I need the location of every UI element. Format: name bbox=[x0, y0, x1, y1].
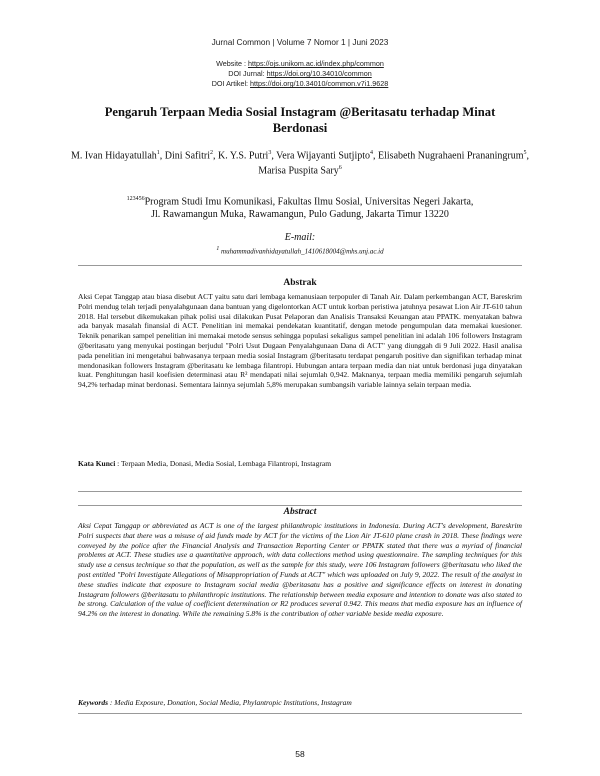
divider bbox=[78, 265, 522, 266]
website-link[interactable]: https://ojs.unikom.ac.id/index.php/common bbox=[247, 59, 384, 68]
author-name: Vera Wijayanti Sutjipto bbox=[276, 150, 371, 162]
kata-kunci bbox=[78, 459, 522, 468]
doi-journal-line bbox=[0, 69, 600, 78]
abstrak-body: Aksi Cepat Tanggap atau biasa disebut ACT yaitu satu dari lembaga kemanusiaan terpopuler di Tanah Air. Dalam perkembangan ACT, Bareskrim Polri mendug telah terjadi penyalahgunaan dana bantuan yang digelontorkan ACT untuk korban peristiwa jatuhnya pesawat Lion Air JT-610 tahun 2018. Hal tersebut dikemukakan pihak polisi usai dilakukan Pusat Pelaporan dan Analisis Transaksi Keuangan atau PPATK. menyatakan bahwa ada banyak masalah finansial di ACT. Penelitian ini memakai pendekatan kuantitatif, dengan metode pengumpulan data memakai kuesioner. Teknik penarikan sampel penelitian ini memakai metode sensus sehingga populasi sekaligus sampel penelitian ini adalah 106 followers Instagram @beritasatu yang menyukai postingan berjudul "Polri Usut Dugaan Penyalahgunaan Dana di ACT" yang diunggah di 9 Juli 2022. Hasil analisa pada penelitian ini mengetahui bahwasanya terpaan media sosial Instagram @beritasatu terdapat pengaruh positive dan signifikan terhadap minat mendonasikan followers Instagram @beritasatu ke lembaga filantropi. Hubungan antara terpaan media dan niat untuk berdonasi juga dinyatakan kuat. Penghitungan hasil koefisien determinasi atau R² mendapati nilai sejumlah 0,942. Maknanya, terpaan media memiliki pengaruh sejumlah 94,2% terhadap minat berdonasi. Sementara lainnya sejumlah 5,8% merupakan sumbangsih variable lainnya selain terpaan media. bbox=[78, 292, 522, 390]
email-sup: 1 bbox=[216, 246, 220, 252]
doi-journal-link[interactable]: https://doi.org/10.34010/common bbox=[266, 69, 372, 78]
doi-article-line bbox=[0, 79, 600, 88]
author-sup: 3 bbox=[268, 150, 272, 156]
abstract-body: Aksi Cepat Tanggap or abbreviated as ACT is one of the largest philanthropic institutions in Indonesia. During ACT's development, Bareskrim Polri suspects that there was a misuse of aid funds made by ACT for the victims of the Lion Air JT-610 plane crash in 2018. These findings were conveyed by the police after the Financial Analysis and Transaction Reporting Center or PPATK stated that there was a myriad of financial problems at ACT. These studies use a quantitative approach, with data collections method using questionnaire. The sampling techniques for this study use a census technique so that the population, as well as the sample for this study, were 106 Instagram followers @beritasatu who liked the post entitled "Polri Investigate Allegations of Misappropriation of Funds at ACT" which was uploaded on July 9, 2022. The result of the analyst in these studies indicate that exposure to Instagram social media @beritasatu has a positive and significance effects on interest in donating Instagram followers @beritasatu to philanthropic institutions. The relationship between media exposure and intention to donate was also stated to be strong. Calculation of the value of coefficient determination or R2 produces several 0.942. This means that media exposure has an influence of 94.2% on the interest in donating. While the remaining 5.8% is the contribution of other variable beside media exposure. bbox=[78, 521, 522, 619]
divider bbox=[78, 713, 522, 714]
kata-kunci-label: Kata Kunci bbox=[78, 459, 116, 468]
author-sup: 6 bbox=[338, 165, 342, 172]
author-sup: 2 bbox=[210, 150, 214, 156]
abstrak-heading: Abstrak bbox=[283, 278, 317, 288]
affiliation-sup: 123456 bbox=[126, 196, 145, 202]
author-sup: 1 bbox=[156, 150, 160, 156]
affiliation bbox=[85, 193, 515, 221]
email-address[interactable]: muhammadivanhidayatullah_1410618004@mhs.unj.ac.id bbox=[221, 247, 384, 256]
kata-kunci-text: : Terpaan Media, Donasi, Media Sosial, Lembaga Filantropi, Instagram bbox=[117, 459, 332, 468]
keywords bbox=[78, 698, 522, 707]
author-name: M. Ivan Hidayatullah bbox=[70, 150, 157, 162]
divider bbox=[78, 491, 522, 492]
keywords-text: : Media Exposure, Donation, Social Media, Phylantropic Institutions, Instagram bbox=[109, 698, 352, 707]
email-heading: E-mail: bbox=[284, 232, 316, 243]
divider bbox=[78, 505, 522, 506]
author-sup: 5 bbox=[523, 150, 527, 156]
author-name: Marisa Puspita Sary bbox=[258, 165, 339, 177]
author-list: M. Ivan Hidayatullah$^1$, Dini Safitri$^2$, K. Y.S. Putri$^3$, Vera Wijayanti Sutjipto$^4$, Elisabeth Nugrahaeni Prananingrum$^5$, Marisa Puspita Sary$^6$ bbox=[70, 150, 530, 177]
doi-journal-label: DOI Jurnal: bbox=[228, 69, 267, 78]
author-name: Dini Safitri bbox=[164, 150, 211, 162]
affiliation-line-2: Jl. Rawamangun Muka, Rawamangun, Pulo Gadung, Jakarta Timur 13220 bbox=[151, 209, 449, 221]
affiliation-line-1: Program Studi Imu Komunikasi, Fakultas Ilmu Sosial, Universitas Negeri Jakarta, bbox=[144, 196, 474, 208]
doi-article-link[interactable]: https://doi.org/10.34010/common.v7i1.9628 bbox=[250, 79, 389, 88]
page-number: 58 bbox=[295, 749, 305, 759]
website-label: Website : bbox=[216, 59, 248, 68]
journal-header: Jurnal Common | Volume 7 Nomor 1 | Juni 2023 bbox=[211, 37, 389, 47]
author-name: Elisabeth Nugrahaeni Prananingrum bbox=[378, 150, 524, 162]
website-line bbox=[0, 59, 600, 68]
email-line bbox=[0, 246, 600, 255]
paper-title: Pengaruh Terpaan Media Sosial Instagram @Beritasatu terhadap Minat Berdonasi bbox=[104, 105, 496, 135]
doi-article-label: DOI Artikel: bbox=[211, 79, 251, 88]
author-name: K. Y.S. Putri bbox=[218, 150, 269, 162]
author-sup: 4 bbox=[370, 150, 374, 156]
keywords-label: Keywords bbox=[78, 698, 108, 707]
abstract-heading: Abstract bbox=[283, 507, 317, 517]
